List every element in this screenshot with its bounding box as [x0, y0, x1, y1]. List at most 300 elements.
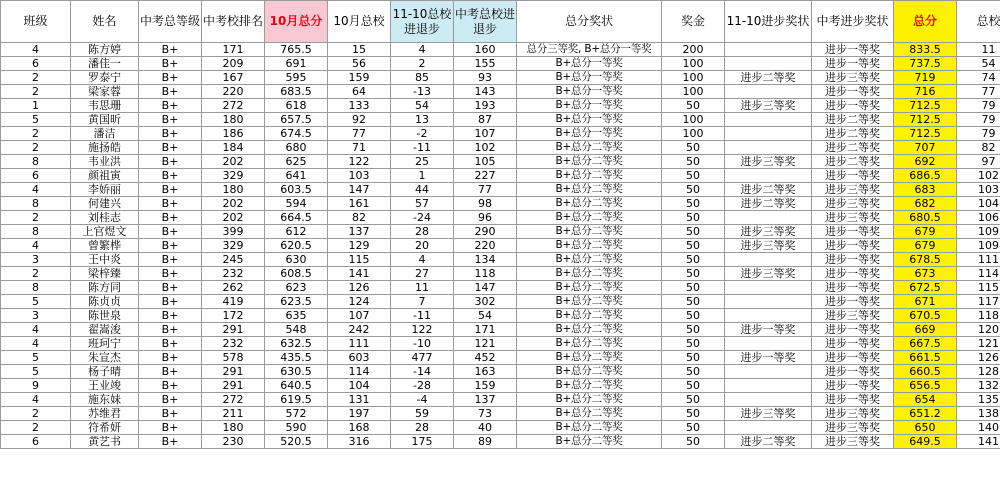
cell-score-award[interactable]: B+总分二等奖 [517, 379, 662, 393]
cell-school-rank[interactable]: 79 [957, 99, 1000, 113]
cell-exam-grade[interactable]: B+ [139, 253, 202, 267]
cell-total-score[interactable]: 680.5 [894, 211, 957, 225]
cell-total-score[interactable]: 692 [894, 155, 957, 169]
cell-oct-total-score[interactable]: 664.5 [265, 211, 328, 225]
cell-rank-change-exam[interactable]: 54 [454, 309, 517, 323]
cell-school-rank[interactable]: 121 [957, 337, 1000, 351]
cell-total-score[interactable]: 661.5 [894, 351, 957, 365]
cell-progress-award-11-10[interactable] [725, 57, 812, 71]
cell-oct-total-score[interactable]: 520.5 [265, 435, 328, 449]
cell-exam-school-rank[interactable]: 329 [202, 239, 265, 253]
cell-name[interactable]: 陈贞贞 [71, 295, 139, 309]
cell-total-score[interactable]: 679 [894, 239, 957, 253]
cell-rank-change-exam[interactable]: 227 [454, 169, 517, 183]
cell-name[interactable]: 陈方同 [71, 281, 139, 295]
cell-oct-school-rank[interactable]: 137 [328, 225, 391, 239]
cell-bonus[interactable]: 100 [662, 127, 725, 141]
cell-total-score[interactable]: 669 [894, 323, 957, 337]
cell-score-award[interactable]: B+总分二等奖 [517, 351, 662, 365]
cell-class[interactable]: 3 [1, 253, 71, 267]
cell-rank-change-exam[interactable]: 290 [454, 225, 517, 239]
cell-oct-school-rank[interactable]: 316 [328, 435, 391, 449]
cell-total-score[interactable]: 656.5 [894, 379, 957, 393]
cell-rank-change-exam[interactable]: 73 [454, 407, 517, 421]
cell-rank-change-11-10[interactable]: 28 [391, 225, 454, 239]
cell-rank-change-exam[interactable]: 160 [454, 43, 517, 57]
cell-oct-total-score[interactable]: 612 [265, 225, 328, 239]
cell-rank-change-11-10[interactable]: 4 [391, 43, 454, 57]
cell-oct-total-score[interactable]: 680 [265, 141, 328, 155]
cell-rank-change-11-10[interactable]: 25 [391, 155, 454, 169]
cell-score-award[interactable]: B+总分一等奖 [517, 99, 662, 113]
cell-oct-school-rank[interactable]: 82 [328, 211, 391, 225]
cell-class[interactable]: 4 [1, 393, 71, 407]
cell-rank-change-11-10[interactable]: 44 [391, 183, 454, 197]
cell-exam-grade[interactable]: B+ [139, 239, 202, 253]
cell-exam-school-rank[interactable]: 202 [202, 211, 265, 225]
cell-class[interactable]: 4 [1, 239, 71, 253]
cell-school-rank[interactable]: 126 [957, 351, 1000, 365]
cell-oct-total-score[interactable]: 641 [265, 169, 328, 183]
cell-class[interactable]: 4 [1, 43, 71, 57]
cell-oct-school-rank[interactable]: 141 [328, 267, 391, 281]
cell-score-award[interactable]: B+总分二等奖 [517, 295, 662, 309]
cell-class[interactable]: 2 [1, 211, 71, 225]
cell-exam-progress-award[interactable]: 进步三等奖 [812, 183, 894, 197]
cell-exam-school-rank[interactable]: 291 [202, 365, 265, 379]
col-header-bonus[interactable]: 奖金 [662, 1, 725, 43]
cell-exam-school-rank[interactable]: 272 [202, 99, 265, 113]
cell-rank-change-exam[interactable]: 137 [454, 393, 517, 407]
col-header-school-rank[interactable]: 总校 [957, 1, 1000, 43]
cell-exam-grade[interactable]: B+ [139, 71, 202, 85]
cell-progress-award-11-10[interactable] [725, 421, 812, 435]
cell-exam-school-rank[interactable]: 209 [202, 57, 265, 71]
cell-exam-grade[interactable]: B+ [139, 113, 202, 127]
cell-exam-school-rank[interactable]: 291 [202, 379, 265, 393]
cell-class[interactable]: 8 [1, 281, 71, 295]
cell-progress-award-11-10[interactable]: 进步一等奖 [725, 351, 812, 365]
cell-exam-grade[interactable]: B+ [139, 281, 202, 295]
cell-bonus[interactable]: 50 [662, 295, 725, 309]
cell-name[interactable]: 黄艺书 [71, 435, 139, 449]
cell-total-score[interactable]: 712.5 [894, 113, 957, 127]
cell-total-score[interactable]: 672.5 [894, 281, 957, 295]
cell-rank-change-exam[interactable]: 98 [454, 197, 517, 211]
cell-bonus[interactable]: 50 [662, 379, 725, 393]
cell-bonus[interactable]: 50 [662, 351, 725, 365]
cell-score-award[interactable]: 总分三等奖, B+总分一等奖 [517, 43, 662, 57]
cell-progress-award-11-10[interactable] [725, 281, 812, 295]
cell-bonus[interactable]: 50 [662, 183, 725, 197]
cell-exam-progress-award[interactable]: 进步一等奖 [812, 323, 894, 337]
cell-oct-total-score[interactable]: 635 [265, 309, 328, 323]
cell-exam-progress-award[interactable]: 进步二等奖 [812, 155, 894, 169]
cell-exam-grade[interactable]: B+ [139, 407, 202, 421]
cell-oct-total-score[interactable]: 683.5 [265, 85, 328, 99]
cell-class[interactable]: 6 [1, 169, 71, 183]
cell-exam-progress-award[interactable]: 进步一等奖 [812, 393, 894, 407]
cell-exam-progress-award[interactable]: 进步二等奖 [812, 113, 894, 127]
col-header-exam-school-rank[interactable]: 中考校排名 [202, 1, 265, 43]
cell-name[interactable]: 黄国昕 [71, 113, 139, 127]
cell-total-score[interactable]: 654 [894, 393, 957, 407]
cell-exam-school-rank[interactable]: 211 [202, 407, 265, 421]
cell-progress-award-11-10[interactable] [725, 211, 812, 225]
cell-rank-change-11-10[interactable]: -10 [391, 337, 454, 351]
cell-score-award[interactable]: B+总分二等奖 [517, 141, 662, 155]
cell-score-award[interactable]: B+总分二等奖 [517, 407, 662, 421]
cell-progress-award-11-10[interactable]: 进步三等奖 [725, 239, 812, 253]
cell-progress-award-11-10[interactable]: 进步三等奖 [725, 225, 812, 239]
cell-exam-grade[interactable]: B+ [139, 155, 202, 169]
col-header-oct-school-rank[interactable]: 10月总校 [328, 1, 391, 43]
cell-exam-grade[interactable]: B+ [139, 99, 202, 113]
cell-exam-progress-award[interactable]: 进步一等奖 [812, 365, 894, 379]
cell-exam-school-rank[interactable]: 399 [202, 225, 265, 239]
cell-rank-change-11-10[interactable]: 175 [391, 435, 454, 449]
cell-school-rank[interactable]: 141 [957, 435, 1000, 449]
cell-class[interactable]: 4 [1, 323, 71, 337]
cell-school-rank[interactable]: 97 [957, 155, 1000, 169]
cell-exam-progress-award[interactable]: 进步二等奖 [812, 127, 894, 141]
cell-bonus[interactable]: 50 [662, 393, 725, 407]
cell-exam-progress-award[interactable]: 进步三等奖 [812, 309, 894, 323]
cell-oct-total-score[interactable]: 640.5 [265, 379, 328, 393]
cell-bonus[interactable]: 50 [662, 239, 725, 253]
cell-exam-progress-award[interactable]: 进步一等奖 [812, 225, 894, 239]
cell-rank-change-exam[interactable]: 159 [454, 379, 517, 393]
cell-exam-progress-award[interactable]: 进步一等奖 [812, 99, 894, 113]
cell-rank-change-exam[interactable]: 121 [454, 337, 517, 351]
cell-exam-grade[interactable]: B+ [139, 211, 202, 225]
cell-rank-change-exam[interactable]: 302 [454, 295, 517, 309]
cell-rank-change-11-10[interactable]: 477 [391, 351, 454, 365]
cell-total-score[interactable]: 716 [894, 85, 957, 99]
cell-bonus[interactable]: 50 [662, 141, 725, 155]
cell-total-score[interactable]: 678.5 [894, 253, 957, 267]
cell-school-rank[interactable]: 74 [957, 71, 1000, 85]
cell-exam-school-rank[interactable]: 171 [202, 43, 265, 57]
cell-score-award[interactable]: B+总分二等奖 [517, 183, 662, 197]
cell-class[interactable]: 2 [1, 71, 71, 85]
cell-total-score[interactable]: 667.5 [894, 337, 957, 351]
cell-school-rank[interactable]: 117 [957, 295, 1000, 309]
cell-exam-school-rank[interactable]: 329 [202, 169, 265, 183]
cell-score-award[interactable]: B+总分一等奖 [517, 71, 662, 85]
cell-progress-award-11-10[interactable] [725, 253, 812, 267]
cell-class[interactable]: 2 [1, 421, 71, 435]
cell-name[interactable]: 陈方婷 [71, 43, 139, 57]
cell-progress-award-11-10[interactable]: 进步三等奖 [725, 155, 812, 169]
cell-oct-school-rank[interactable]: 126 [328, 281, 391, 295]
cell-exam-school-rank[interactable]: 245 [202, 253, 265, 267]
cell-rank-change-11-10[interactable]: 59 [391, 407, 454, 421]
cell-total-score[interactable]: 737.5 [894, 57, 957, 71]
cell-bonus[interactable]: 50 [662, 309, 725, 323]
cell-oct-total-score[interactable]: 630 [265, 253, 328, 267]
cell-class[interactable]: 5 [1, 295, 71, 309]
cell-school-rank[interactable]: 140 [957, 421, 1000, 435]
cell-rank-change-exam[interactable]: 102 [454, 141, 517, 155]
cell-rank-change-11-10[interactable]: 28 [391, 421, 454, 435]
cell-class[interactable]: 8 [1, 155, 71, 169]
cell-exam-progress-award[interactable]: 进步一等奖 [812, 43, 894, 57]
cell-oct-total-score[interactable]: 620.5 [265, 239, 328, 253]
cell-rank-change-exam[interactable]: 171 [454, 323, 517, 337]
cell-bonus[interactable]: 50 [662, 281, 725, 295]
cell-bonus[interactable]: 200 [662, 43, 725, 57]
cell-score-award[interactable]: B+总分二等奖 [517, 197, 662, 211]
cell-exam-school-rank[interactable]: 578 [202, 351, 265, 365]
cell-score-award[interactable]: B+总分二等奖 [517, 393, 662, 407]
cell-name[interactable]: 罗泰宁 [71, 71, 139, 85]
cell-total-score[interactable]: 719 [894, 71, 957, 85]
cell-rank-change-exam[interactable]: 77 [454, 183, 517, 197]
cell-score-award[interactable]: B+总分二等奖 [517, 239, 662, 253]
cell-class[interactable]: 1 [1, 99, 71, 113]
cell-total-score[interactable]: 673 [894, 267, 957, 281]
cell-name[interactable]: 梁家蓉 [71, 85, 139, 99]
cell-name[interactable]: 韦业洪 [71, 155, 139, 169]
cell-progress-award-11-10[interactable] [725, 141, 812, 155]
cell-school-rank[interactable]: 79 [957, 127, 1000, 141]
cell-progress-award-11-10[interactable] [725, 379, 812, 393]
cell-exam-progress-award[interactable]: 进步一等奖 [812, 281, 894, 295]
cell-oct-school-rank[interactable]: 159 [328, 71, 391, 85]
cell-exam-progress-award[interactable]: 进步一等奖 [812, 295, 894, 309]
cell-exam-school-rank[interactable]: 186 [202, 127, 265, 141]
cell-school-rank[interactable]: 77 [957, 85, 1000, 99]
cell-oct-school-rank[interactable]: 129 [328, 239, 391, 253]
cell-oct-school-rank[interactable]: 603 [328, 351, 391, 365]
cell-rank-change-11-10[interactable]: -11 [391, 141, 454, 155]
col-header-oct-total-score[interactable]: 10月总分 [265, 1, 328, 43]
cell-school-rank[interactable]: 11 [957, 43, 1000, 57]
cell-progress-award-11-10[interactable]: 进步二等奖 [725, 183, 812, 197]
cell-rank-change-exam[interactable]: 134 [454, 253, 517, 267]
cell-name[interactable]: 班珂宁 [71, 337, 139, 351]
cell-name[interactable]: 王中炎 [71, 253, 139, 267]
cell-exam-progress-award[interactable]: 进步三等奖 [812, 421, 894, 435]
cell-rank-change-11-10[interactable]: 4 [391, 253, 454, 267]
cell-progress-award-11-10[interactable]: 进步二等奖 [725, 197, 812, 211]
cell-school-rank[interactable]: 102 [957, 169, 1000, 183]
cell-score-award[interactable]: B+总分一等奖 [517, 113, 662, 127]
cell-name[interactable]: 韦思珊 [71, 99, 139, 113]
cell-bonus[interactable]: 50 [662, 169, 725, 183]
cell-progress-award-11-10[interactable]: 进步二等奖 [725, 71, 812, 85]
cell-rank-change-exam[interactable]: 87 [454, 113, 517, 127]
cell-exam-progress-award[interactable]: 进步一等奖 [812, 337, 894, 351]
cell-oct-school-rank[interactable]: 111 [328, 337, 391, 351]
cell-total-score[interactable]: 650 [894, 421, 957, 435]
cell-total-score[interactable]: 712.5 [894, 99, 957, 113]
cell-score-award[interactable]: B+总分一等奖 [517, 127, 662, 141]
cell-progress-award-11-10[interactable]: 进步三等奖 [725, 99, 812, 113]
col-header-exam-grade[interactable]: 中考总等级 [139, 1, 202, 43]
cell-name[interactable]: 杨子晴 [71, 365, 139, 379]
cell-name[interactable]: 施东妹 [71, 393, 139, 407]
cell-exam-school-rank[interactable]: 232 [202, 267, 265, 281]
cell-school-rank[interactable]: 111 [957, 253, 1000, 267]
cell-total-score[interactable]: 682 [894, 197, 957, 211]
cell-name[interactable]: 潘洁 [71, 127, 139, 141]
cell-exam-grade[interactable]: B+ [139, 267, 202, 281]
cell-name[interactable]: 符希妍 [71, 421, 139, 435]
cell-exam-progress-award[interactable]: 进步三等奖 [812, 197, 894, 211]
cell-class[interactable]: 5 [1, 351, 71, 365]
cell-oct-total-score[interactable]: 623 [265, 281, 328, 295]
cell-rank-change-11-10[interactable]: 85 [391, 71, 454, 85]
cell-school-rank[interactable]: 118 [957, 309, 1000, 323]
cell-class[interactable]: 2 [1, 85, 71, 99]
cell-class[interactable]: 3 [1, 309, 71, 323]
cell-oct-total-score[interactable]: 625 [265, 155, 328, 169]
cell-rank-change-exam[interactable]: 163 [454, 365, 517, 379]
cell-school-rank[interactable]: 132 [957, 379, 1000, 393]
cell-progress-award-11-10[interactable]: 进步三等奖 [725, 267, 812, 281]
cell-oct-total-score[interactable]: 595 [265, 71, 328, 85]
cell-progress-award-11-10[interactable] [725, 309, 812, 323]
cell-progress-award-11-10[interactable]: 进步三等奖 [725, 407, 812, 421]
cell-progress-award-11-10[interactable] [725, 169, 812, 183]
cell-oct-school-rank[interactable]: 92 [328, 113, 391, 127]
cell-score-award[interactable]: B+总分二等奖 [517, 421, 662, 435]
cell-oct-total-score[interactable]: 618 [265, 99, 328, 113]
cell-total-score[interactable]: 683 [894, 183, 957, 197]
cell-exam-school-rank[interactable]: 172 [202, 309, 265, 323]
cell-school-rank[interactable]: 103 [957, 183, 1000, 197]
cell-bonus[interactable]: 100 [662, 113, 725, 127]
cell-name[interactable]: 曾繁桦 [71, 239, 139, 253]
cell-bonus[interactable]: 50 [662, 267, 725, 281]
cell-oct-school-rank[interactable]: 197 [328, 407, 391, 421]
cell-bonus[interactable]: 50 [662, 99, 725, 113]
cell-oct-total-score[interactable]: 632.5 [265, 337, 328, 351]
cell-exam-progress-award[interactable]: 进步一等奖 [812, 85, 894, 99]
cell-class[interactable]: 2 [1, 141, 71, 155]
cell-rank-change-exam[interactable]: 40 [454, 421, 517, 435]
cell-rank-change-exam[interactable]: 143 [454, 85, 517, 99]
cell-name[interactable]: 施扬皓 [71, 141, 139, 155]
cell-rank-change-exam[interactable]: 193 [454, 99, 517, 113]
cell-oct-school-rank[interactable]: 15 [328, 43, 391, 57]
cell-total-score[interactable]: 671 [894, 295, 957, 309]
cell-rank-change-11-10[interactable]: -2 [391, 127, 454, 141]
cell-rank-change-11-10[interactable]: 1 [391, 169, 454, 183]
cell-oct-total-score[interactable]: 657.5 [265, 113, 328, 127]
cell-oct-school-rank[interactable]: 115 [328, 253, 391, 267]
cell-oct-total-score[interactable]: 765.5 [265, 43, 328, 57]
cell-oct-school-rank[interactable]: 242 [328, 323, 391, 337]
cell-exam-progress-award[interactable]: 进步三等奖 [812, 435, 894, 449]
cell-rank-change-11-10[interactable]: -11 [391, 309, 454, 323]
cell-exam-progress-award[interactable]: 进步一等奖 [812, 351, 894, 365]
cell-oct-school-rank[interactable]: 104 [328, 379, 391, 393]
cell-exam-progress-award[interactable]: 进步一等奖 [812, 57, 894, 71]
cell-exam-school-rank[interactable]: 202 [202, 197, 265, 211]
cell-rank-change-exam[interactable]: 105 [454, 155, 517, 169]
cell-total-score[interactable]: 833.5 [894, 43, 957, 57]
cell-school-rank[interactable]: 135 [957, 393, 1000, 407]
cell-oct-total-score[interactable]: 435.5 [265, 351, 328, 365]
cell-rank-change-11-10[interactable]: 20 [391, 239, 454, 253]
col-header-class[interactable]: 班级 [1, 1, 71, 43]
cell-total-score[interactable]: 651.2 [894, 407, 957, 421]
cell-exam-school-rank[interactable]: 167 [202, 71, 265, 85]
col-header-exam-progress-award[interactable]: 中考进步奖状 [812, 1, 894, 43]
cell-score-award[interactable]: B+总分一等奖 [517, 57, 662, 71]
cell-exam-progress-award[interactable]: 进步一等奖 [812, 379, 894, 393]
cell-bonus[interactable]: 50 [662, 365, 725, 379]
cell-rank-change-11-10[interactable]: -4 [391, 393, 454, 407]
cell-total-score[interactable]: 712.5 [894, 127, 957, 141]
col-header-total-score[interactable]: 总分 [894, 1, 957, 43]
cell-exam-progress-award[interactable]: 进步一等奖 [812, 169, 894, 183]
cell-oct-school-rank[interactable]: 103 [328, 169, 391, 183]
cell-oct-school-rank[interactable]: 133 [328, 99, 391, 113]
cell-class[interactable]: 2 [1, 127, 71, 141]
cell-school-rank[interactable]: 115 [957, 281, 1000, 295]
col-header-score-award[interactable]: 总分奖状 [517, 1, 662, 43]
cell-bonus[interactable]: 50 [662, 323, 725, 337]
cell-score-award[interactable]: B+总分二等奖 [517, 281, 662, 295]
cell-exam-school-rank[interactable]: 419 [202, 295, 265, 309]
cell-exam-grade[interactable]: B+ [139, 183, 202, 197]
cell-score-award[interactable]: B+总分二等奖 [517, 225, 662, 239]
cell-class[interactable]: 5 [1, 113, 71, 127]
cell-score-award[interactable]: B+总分二等奖 [517, 253, 662, 267]
cell-bonus[interactable]: 50 [662, 421, 725, 435]
cell-oct-total-score[interactable]: 572 [265, 407, 328, 421]
cell-exam-grade[interactable]: B+ [139, 197, 202, 211]
cell-score-award[interactable]: B+总分一等奖 [517, 85, 662, 99]
cell-school-rank[interactable]: 138 [957, 407, 1000, 421]
cell-total-score[interactable]: 670.5 [894, 309, 957, 323]
cell-progress-award-11-10[interactable] [725, 43, 812, 57]
cell-exam-progress-award[interactable]: 进步一等奖 [812, 267, 894, 281]
cell-rank-change-11-10[interactable]: 54 [391, 99, 454, 113]
cell-school-rank[interactable]: 120 [957, 323, 1000, 337]
cell-score-award[interactable]: B+总分二等奖 [517, 155, 662, 169]
cell-name[interactable]: 朱宣杰 [71, 351, 139, 365]
col-header-progress-award-11-10[interactable]: 11-10进步奖状 [725, 1, 812, 43]
cell-exam-grade[interactable]: B+ [139, 365, 202, 379]
cell-class[interactable]: 4 [1, 183, 71, 197]
cell-rank-change-11-10[interactable]: -14 [391, 365, 454, 379]
cell-school-rank[interactable]: 79 [957, 113, 1000, 127]
cell-rank-change-11-10[interactable]: 13 [391, 113, 454, 127]
cell-oct-total-score[interactable]: 590 [265, 421, 328, 435]
cell-oct-total-score[interactable]: 619.5 [265, 393, 328, 407]
cell-bonus[interactable]: 50 [662, 225, 725, 239]
cell-rank-change-11-10[interactable]: -28 [391, 379, 454, 393]
cell-total-score[interactable]: 649.5 [894, 435, 957, 449]
cell-exam-grade[interactable]: B+ [139, 337, 202, 351]
cell-bonus[interactable]: 50 [662, 435, 725, 449]
cell-progress-award-11-10[interactable] [725, 127, 812, 141]
col-header-rank-change-11-10[interactable]: 11-10总校进退步 [391, 1, 454, 43]
cell-exam-grade[interactable]: B+ [139, 435, 202, 449]
cell-bonus[interactable]: 50 [662, 197, 725, 211]
cell-progress-award-11-10[interactable]: 进步二等奖 [725, 435, 812, 449]
cell-bonus[interactable]: 50 [662, 253, 725, 267]
cell-name[interactable]: 苏维君 [71, 407, 139, 421]
cell-score-award[interactable]: B+总分二等奖 [517, 323, 662, 337]
cell-name[interactable]: 何建兴 [71, 197, 139, 211]
cell-exam-school-rank[interactable]: 180 [202, 421, 265, 435]
